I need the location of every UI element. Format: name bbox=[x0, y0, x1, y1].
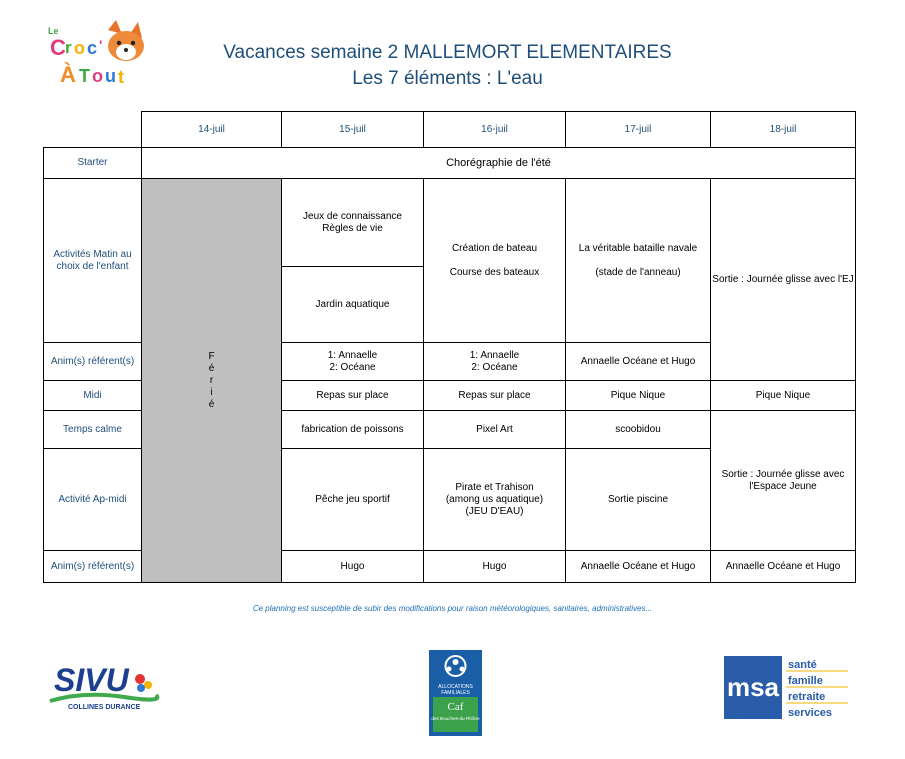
midi-cell: Repas sur place bbox=[424, 381, 566, 411]
svg-text:u: u bbox=[105, 66, 116, 86]
midi-cell: Pique Nique bbox=[566, 381, 711, 411]
anim-cell: Hugo bbox=[282, 551, 424, 583]
sivu-wordmark: SIVU bbox=[54, 662, 129, 698]
ferie-letter: é bbox=[208, 362, 215, 374]
matin-row-a bbox=[44, 179, 856, 267]
svg-text:o: o bbox=[92, 66, 103, 86]
row-label-matin: Activités Matin au choix de l'enfant bbox=[44, 179, 142, 343]
anim-cell: Annaelle Océane et Hugo bbox=[566, 551, 711, 583]
date-header: 18-juil bbox=[711, 112, 856, 148]
midi-cell: Pique Nique bbox=[711, 381, 856, 411]
msa-tag: services bbox=[788, 707, 833, 719]
starter-row bbox=[44, 148, 856, 179]
apmidi-cell: Sortie piscine bbox=[566, 449, 711, 551]
row-label-starter: Starter bbox=[44, 148, 142, 179]
date-header: 14-juil bbox=[142, 112, 282, 148]
row-label-midi: Midi bbox=[44, 381, 142, 411]
activity-cell: Sortie : Journée glisse avec l'EJ bbox=[711, 179, 856, 381]
row-label-apmidi: Activité Ap-midi bbox=[44, 449, 142, 551]
caf-line2: FAMILIALES bbox=[441, 690, 470, 696]
svg-text:À: À bbox=[60, 62, 76, 87]
calme-cell: Pixel Art bbox=[424, 411, 566, 449]
starter-cell: Chorégraphie de l'été bbox=[142, 148, 856, 179]
date-header: 17-juil bbox=[566, 112, 711, 148]
msa-tag: retraite bbox=[788, 691, 826, 703]
date-row bbox=[44, 112, 856, 148]
sivu-logo bbox=[44, 657, 162, 717]
date-header: 15-juil bbox=[282, 112, 424, 148]
caf-region: des Bouches-du-Rhône bbox=[431, 716, 480, 721]
svg-text:c: c bbox=[87, 38, 98, 58]
activity-cell: Création de bateau Course des bateaux bbox=[424, 179, 566, 343]
row-label-anim: Anim(s) référent(s) bbox=[44, 551, 142, 583]
ferie-cell bbox=[142, 179, 282, 583]
svg-text:C: C bbox=[50, 35, 66, 60]
anim-cell: Hugo bbox=[424, 551, 566, 583]
activity-cell: Jardin aquatique bbox=[282, 267, 424, 343]
ferie-letter: r bbox=[209, 374, 214, 386]
ferie-letter: é bbox=[208, 398, 215, 410]
planning-table bbox=[43, 111, 856, 583]
msa-tag: famille bbox=[788, 675, 823, 687]
anim-cell: 1: Annaelle 2: Océane bbox=[424, 343, 566, 381]
page-subtitle: Les 7 éléments : L'eau bbox=[352, 68, 543, 89]
corner-cell bbox=[44, 112, 142, 148]
ferie-letter: F bbox=[208, 350, 215, 362]
apmidi-cell: Pêche jeu sportif bbox=[282, 449, 424, 551]
caf-logo bbox=[429, 650, 482, 736]
row-label-calme: Temps calme bbox=[44, 411, 142, 449]
svg-text:t: t bbox=[118, 67, 124, 87]
row-label-anim: Anim(s) référent(s) bbox=[44, 343, 142, 381]
midi-cell: Repas sur place bbox=[282, 381, 424, 411]
activity-cell: Jeux de connaissance Règles de vie bbox=[282, 179, 424, 267]
date-header: 16-juil bbox=[424, 112, 566, 148]
svg-text:r: r bbox=[65, 38, 72, 57]
caf-line1: ALLOCATIONS bbox=[438, 684, 473, 690]
page-title: Vacances semaine 2 MALLEMORT ELEMENTAIRES bbox=[223, 42, 672, 63]
anim-cell: 1: Annaelle 2: Océane bbox=[282, 343, 424, 381]
calme-cell: scoobidou bbox=[566, 411, 711, 449]
svg-text:': ' bbox=[99, 37, 103, 53]
msa-wordmark: msa bbox=[726, 672, 780, 702]
svg-text:T: T bbox=[79, 66, 90, 86]
footnote: Ce planning est susceptible de subir des modifications pour raison météorologiques, sanitaires, administratives... bbox=[252, 604, 653, 613]
ferie-letter: i bbox=[210, 386, 213, 398]
svg-text:o: o bbox=[74, 38, 85, 58]
activity-cell: La véritable bataille navale (stade de l'anneau) bbox=[566, 179, 711, 343]
msa-tag: santé bbox=[788, 659, 817, 671]
caf-name: Caf bbox=[447, 701, 464, 713]
sivu-subtitle: COLLINES DURANCE bbox=[68, 704, 141, 711]
svg-text:Le: Le bbox=[48, 26, 59, 36]
msa-logo bbox=[724, 656, 849, 719]
anim-cell: Annaelle Océane et Hugo bbox=[711, 551, 856, 583]
apmidi-cell: Pirate et Trahison (among us aquatique) (JEU D'EAU) bbox=[424, 449, 566, 551]
apmidi-cell: Sortie : Journée glisse avec l'Espace Jeune bbox=[711, 411, 856, 551]
calme-cell: fabrication de poissons bbox=[282, 411, 424, 449]
anim-cell: Annaelle Océane et Hugo bbox=[566, 343, 711, 381]
